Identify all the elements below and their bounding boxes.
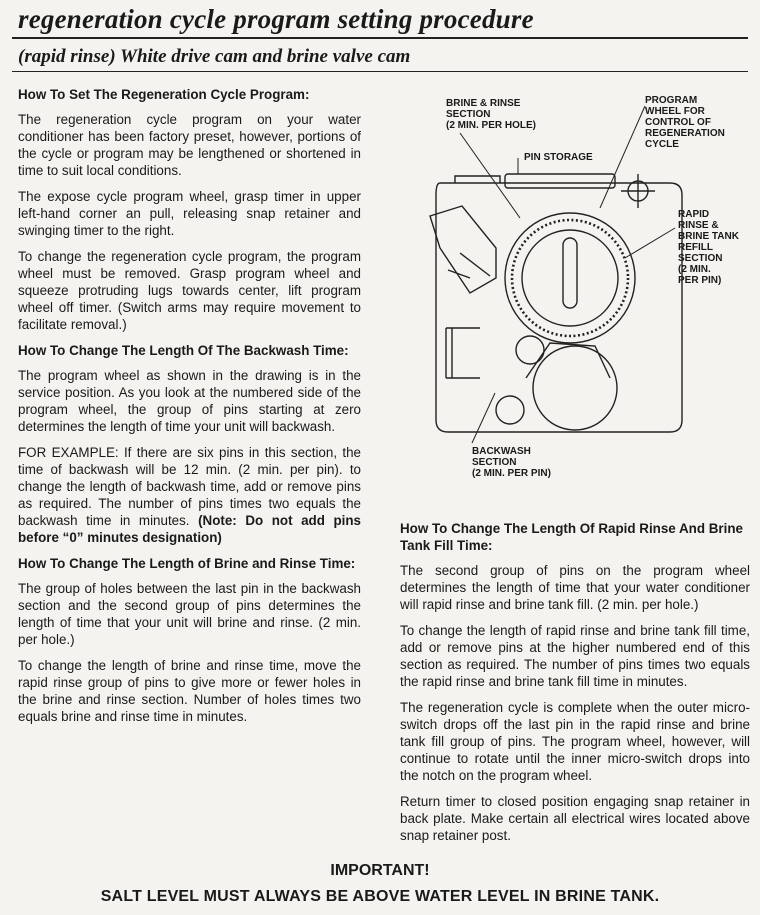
backwash-note: (Note: Do not add pins before “0” minutes designation) xyxy=(18,513,361,545)
backwash-example-text: FOR EXAMPLE: If there are six pins in this section, the time of backwash will be 12 min. (2 min. per pin). to change the length of backwash time, add or remove pins as required. The number of pins times two equals the backwash time in minutes. xyxy=(18,445,361,528)
right-column xyxy=(400,520,750,853)
label-pin-storage: PIN STORAGE xyxy=(524,152,593,163)
rapid-rinse-paragraph-4: Return timer to closed position engaging snap retainer in back plate. Make certain all electrical wires located above snap retainer post. xyxy=(400,794,750,843)
rapid-rinse-paragraph-2: To change the length of rapid rinse and brine tank fill time, add or remove pins at the higher numbered end of this section as required. The number of pins times two equals the rapid rinse and brine tank fill time in minutes. xyxy=(400,623,750,689)
backwash-paragraph-1: The program wheel as shown in the drawing is in the service position. As you look at the numbered side of the program wheel, the group of pins starting at zero determines the length of time your unit will backwash. xyxy=(18,368,361,434)
title-rule xyxy=(12,37,748,39)
page-subtitle: (rapid rinse) White drive cam and brine valve cam xyxy=(18,46,411,67)
timer-motor xyxy=(533,346,617,430)
set-program-paragraph-3: To change the regeneration cycle program, the program wheel must be removed. Grasp program wheel and squeeze protruding lugs towards center, lift program wheel off timer. (Switch arms may require movement to facilitate removal.) xyxy=(18,249,361,332)
salt-warning: SALT LEVEL MUST ALWAYS BE ABOVE WATER LEVEL IN BRINE TANK. xyxy=(100,888,660,905)
pin-storage-rail xyxy=(505,174,615,188)
label-brine-rinse-section: BRINE & RINSE SECTION (2 MIN. PER HOLE) xyxy=(446,98,537,131)
page-title: regeneration cycle program setting procedure xyxy=(18,4,534,34)
timer-diagram xyxy=(400,88,760,488)
brine-rinse-heading: How To Change The Length of Brine and Rinse Time: xyxy=(18,556,356,571)
backwash-heading: How To Change The Length Of The Backwash Time: xyxy=(18,343,349,358)
rapid-rinse-paragraph-1: The second group of pins on the program wheel determines the length of time that your water conditioner will rapid rinse and brine tank fill. (2 min. per hole.) xyxy=(400,563,750,612)
set-program-paragraph-1: The regeneration cycle program on your water conditioner has been factory preset, however, portions of the cycle or program may be lengthened or shortened in time to suit local conditions. xyxy=(18,112,361,178)
rapid-rinse-paragraph-3: The regeneration cycle is complete when the outer micro-switch drops off the last pin in the rapid rinse and brine tank fill group of pins. The program wheel, however, will continue to rotate until the inner micro-switch drops into the notch on the program wheel. xyxy=(400,700,750,783)
label-rapid-rinse-section: RAPID RINSE & BRINE TANK REFILL SECTION (2 MIN. PER PIN) xyxy=(678,209,739,286)
rapid-rinse-heading: How To Change The Length Of Rapid Rinse And Brine Tank Fill Time: xyxy=(400,521,743,553)
switch-bracket xyxy=(430,206,496,293)
important-heading: IMPORTANT! xyxy=(330,862,430,879)
brine-rinse-paragraph-2: To change the length of brine and rinse time, move the rapid rinse group of pins to give more or fewer holes in the brine and rinse section. Number of holes times two equals brine and rinse time in minutes. xyxy=(18,658,361,724)
program-wheel xyxy=(505,213,635,343)
label-backwash-section: BACKWASH SECTION (2 MIN. PER PIN) xyxy=(472,446,551,479)
left-column xyxy=(18,86,361,734)
backwash-paragraph-2 xyxy=(18,444,361,546)
brine-rinse-paragraph-1: The group of holes between the last pin in the backwash section and the second group of pins determines the length of time that your unit will brine and rinse. (2 min. per hole.) xyxy=(18,581,361,647)
subtitle-rule xyxy=(12,71,748,72)
label-program-wheel: PROGRAM WHEEL FOR CONTROL OF REGENERATION CYCLE xyxy=(645,95,725,150)
set-program-heading: How To Set The Regeneration Cycle Program: xyxy=(18,87,310,102)
set-program-paragraph-2: The expose cycle program wheel, grasp timer in upper left-hand corner an pull, releasing snap retainer and swinging timer to the right. xyxy=(18,189,361,238)
